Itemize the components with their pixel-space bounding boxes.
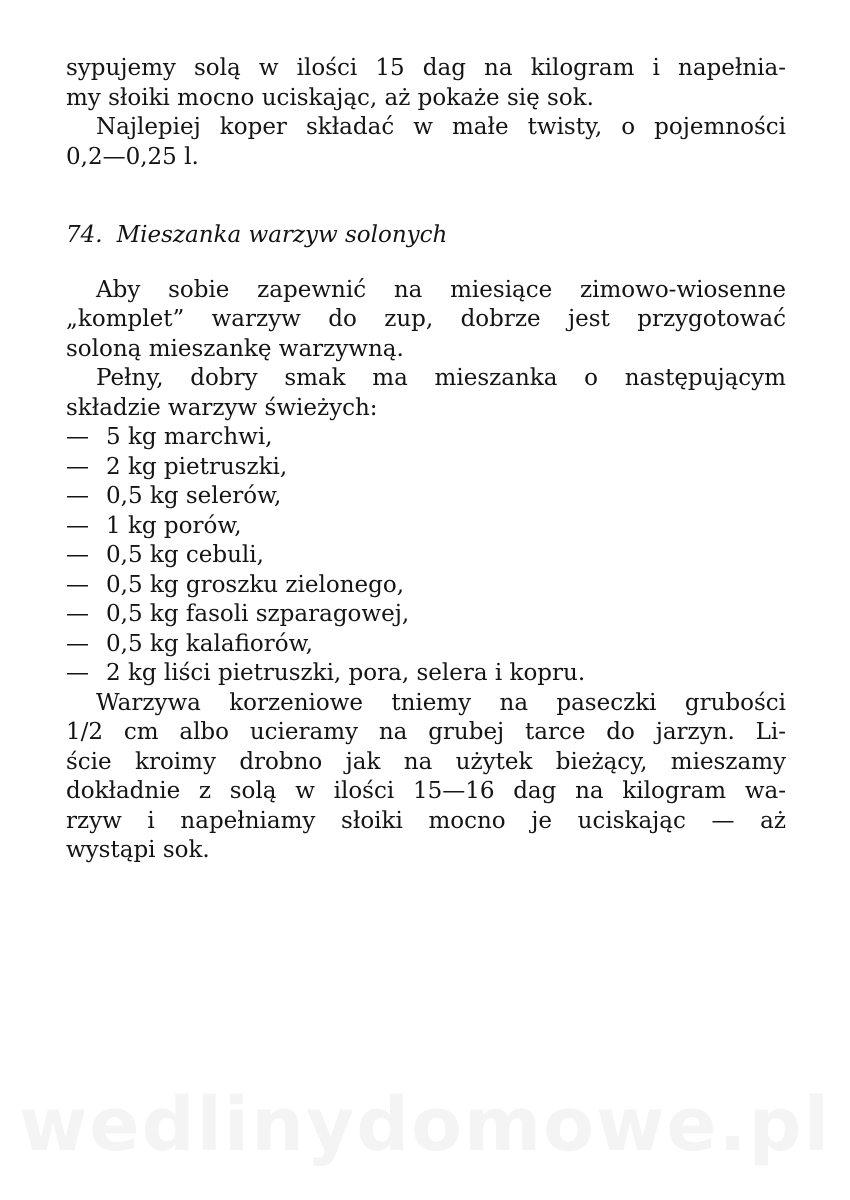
- page-text: [66, 54, 786, 866]
- text-line: ście kroimy drobno jak na użytek bieżący, mieszamy: [66, 748, 786, 775]
- text-line: Warzywa korzeniowe tniemy na paseczki grubości: [96, 689, 786, 716]
- text-line: dokładnie z solą w ilości 15—16 dag na kilogram wa-: [66, 778, 786, 804]
- list-item: [66, 423, 786, 453]
- paragraph: [66, 54, 786, 113]
- list-dash: —: [66, 424, 89, 450]
- list-item-text: 0,5 kg cebuli,: [106, 542, 264, 568]
- list-item-text: 2 kg pietruszki,: [106, 453, 288, 480]
- list-item: [66, 571, 786, 601]
- list-item: [66, 512, 786, 542]
- list-dash: —: [66, 660, 89, 686]
- text-line: sypujemy solą w ilości 15 dag na kilogram i napełnia-: [66, 55, 786, 81]
- list-item: [66, 541, 786, 571]
- list-item: [66, 482, 786, 512]
- paragraph: [66, 364, 786, 423]
- paragraph: [66, 113, 786, 172]
- list-dash: —: [66, 630, 89, 657]
- list-item-text: 2 kg liści pietruszki, pora, selera i kopru.: [106, 660, 586, 686]
- list-item: [66, 630, 786, 660]
- list-item: [66, 600, 786, 630]
- text-line: Najlepiej koper składać w małe twisty, o pojemności: [96, 114, 786, 140]
- list-dash: —: [66, 512, 89, 539]
- list-item: [66, 659, 786, 689]
- text-line: soloną mieszankę warzywną.: [66, 335, 404, 362]
- list-item-text: 0,5 kg groszku zielonego,: [106, 571, 405, 598]
- list-dash: —: [66, 542, 89, 568]
- text-line: rzyw i napełniamy słoiki mocno je uciskając — aż: [66, 807, 786, 834]
- list-dash: —: [66, 601, 89, 627]
- text-line: wystąpi sok.: [66, 837, 210, 863]
- text-line: 0,2—0,25 l.: [66, 143, 199, 170]
- list-item: [66, 453, 786, 483]
- spacer: [66, 251, 786, 276]
- list-item-text: 1 kg porów,: [106, 512, 242, 539]
- list-dash: —: [66, 571, 89, 598]
- ingredient-list: [66, 423, 786, 689]
- list-item-text: 0,5 kg fasoli szparagowej,: [106, 601, 410, 627]
- text-line: składzie warzyw świeżych:: [66, 394, 378, 421]
- text-line: Aby sobie zapewnić na miesiące zimowo-wiosenne: [96, 276, 786, 303]
- text-line: my słoiki mocno uciskając, aż pokaże się sok.: [66, 84, 594, 111]
- section-number: 74.: [66, 222, 103, 248]
- watermark: wedlinydomowe.pl: [19, 1082, 831, 1168]
- spacer: [66, 172, 786, 221]
- text-line: „komplet” warzyw do zup, dobrze jest przygotować: [66, 306, 786, 332]
- section-heading: [66, 221, 786, 251]
- section-title: Mieszanka warzyw solonych: [116, 222, 448, 248]
- list-dash: —: [66, 453, 89, 480]
- list-item-text: 0,5 kg selerów,: [106, 483, 282, 509]
- text-line: 1/2 cm albo ucieramy na grubej tarce do jarzyn. Li-: [66, 719, 786, 745]
- paragraph: [66, 276, 786, 365]
- paragraph: [66, 689, 786, 866]
- text-line: Pełny, dobry smak ma mieszanka o następującym: [96, 365, 786, 391]
- list-item-text: 0,5 kg kalafiorów,: [106, 630, 313, 657]
- list-item-text: 5 kg marchwi,: [106, 424, 273, 450]
- list-dash: —: [66, 483, 89, 509]
